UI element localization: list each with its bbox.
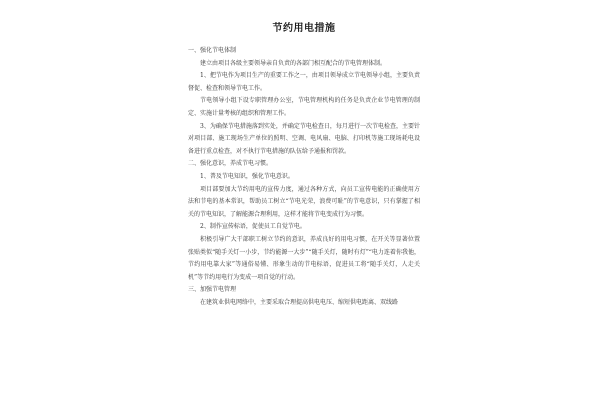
paragraph: 2、制作宣传标语，促使员工自觉节电。 bbox=[200, 223, 306, 231]
document-page bbox=[188, 22, 420, 400]
paragraph: 在建筑业供电网络中，主要采取合理提高供电电压、缩短供电距离、双线路 bbox=[200, 298, 399, 306]
document-title: 节约用电措施 bbox=[272, 23, 336, 34]
paragraph: 积极引导广大干部职工树立节约的意识，养成良好的用电习惯，在开关等显著位置张贴类似“随手关灯一小步，节约能源一大步”“随手关灯，随时有灯”“电力连着你我他，节约用电靠大家”等通俗易懂、形象生动的节电标语，促进员工将“随手关灯，人走关机”等节约用电行为变成一项自觉的行动。 bbox=[188, 235, 420, 281]
section-heading-2: 二、强化意识，养成节电习惯。 bbox=[188, 160, 273, 168]
paragraph: 项目部要加大节约用电的宣传力度，通过各种方式，向员工宣传电能的正确使用方法和节电的基本常识，帮助员工树立“节电光荣，浪费可耻”的节电意识，只有掌握了相关的节电知识，了解能源合理利用，这样才能将节电变成行为习惯。 bbox=[188, 185, 420, 218]
paragraph: 节电领导小组下设专职管理办公室，节电管理机构的任务是负责企业节电管理的制定、实施计量考核的组织和管理工作。 bbox=[188, 97, 420, 117]
section-heading-1: 一、强化节电体制 bbox=[188, 47, 237, 54]
paragraph: 1、把节电作为项目生产的重要工作之一，由项目领导成立节电领导小组，主要负责督促、检查和领导节电工作。 bbox=[188, 72, 420, 92]
paragraph: 建立由项目各级主要领导亲自负责的各部门相互配合的节电管理体制。 bbox=[200, 59, 387, 67]
paragraph: 1、普及节电知识，强化节电意识。 bbox=[200, 172, 294, 180]
section-heading-3: 三、加强节电管理 bbox=[188, 286, 237, 294]
paragraph: 3、为确保节电措施落到实处，并确定节电检查日，每月进行一次节电检查，主要针对项目部、施工现场生产单位的照明、空调、电风扇、电脑、打印机等施工现场耗电设备进行重点检查，对不执行节电措施的队伍给予通报和罚款。 bbox=[188, 122, 420, 155]
